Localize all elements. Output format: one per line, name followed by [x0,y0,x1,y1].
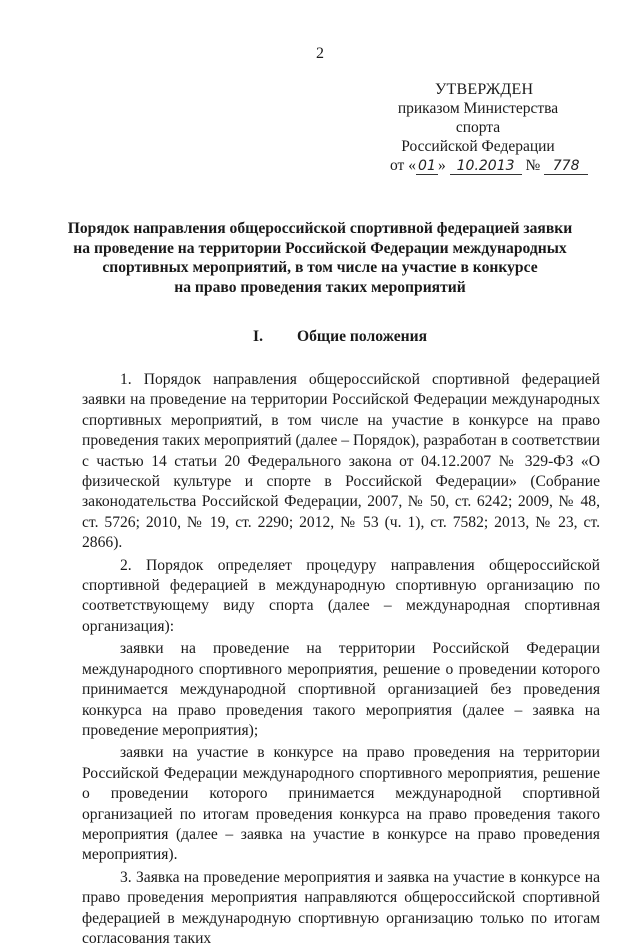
handwritten-order-number: 778 [544,158,588,175]
section-title: Общие положения [297,328,428,345]
document-body [82,370,600,949]
number-prefix: № [525,157,541,174]
handwritten-day: 01 [416,158,438,175]
title-line: на право проведения таких мероприятий [174,278,466,296]
paragraph: заявки на участие в конкурсе на право проведения на территории Российской Федерации международного спортивного мероприятия, решение о проведении которого принимается международной спортивной организацией по итогам проведения конкурса на право проведения такого мероприятия (далее – заявка на участие в конкурсе на право проведения мероприятия). [82,744,600,864]
section-number: I. [253,328,263,345]
paragraph: 2. Порядок определяет процедуру направления общероссийской спортивной федерацией в международную спортивную организацию по соответствующему виду спорта (далее – международная спортивная организация): [82,556,600,635]
title-line: спортивных мероприятий, в том числе на участие в конкурсе [102,259,538,276]
handwritten-date: 10.2013 [450,158,522,175]
title-line: на проведение на территории Российской Федерации международных [73,239,567,257]
paragraph: заявки на проведение на территории Российской Федерации международного спортивного мероприятия, решение о проведении которого принимается международной спортивной организацией без проведения конкурса на право проведения такого мероприятия (далее – заявка на проведение мероприятия); [82,640,600,739]
title-line: Порядок направления общероссийской спортивной федерацией заявки [67,220,573,237]
approval-order-line-2: Российской Федерации [401,138,555,155]
paragraph: 1. Порядок направления общероссийской спортивной федерацией заявки на проведение на территории Российской Федерации международных спортивных мероприятий, в том числе на участие в конкурсе на право проведения таких мероприятий (далее – Порядок), разработан в соответствии с частью 14 статьи 20 Федерального закона от 04.12.2007 № 329-ФЗ «О физической культуре и спорте в Российской Федерации» (Собрание законодательства Российской Федерации, 2007, № 50, ст. 6242; 2009, № 48, ст. 5726; 2010, № 19, ст. 2290; 2012, № 53 (ч. 1), ст. 7582; 2013, № 23, ст. 2866). [82,371,600,552]
approval-order-line-1: приказом Министерства спорта [397,100,559,136]
approved-label: УТВЕРЖДЕН [435,81,534,98]
approval-stamp [380,80,600,175]
paragraph: 3. Заявка на проведение мероприятия и заявка на участие в конкурсе на право проведения мероприятия направляются общероссийской спортивной федерацией в международную спортивную организацию только по итогам согласования таких [82,868,600,947]
day-suffix: » [437,157,446,174]
from-prefix: от « [390,157,416,174]
page-number: 2 [316,45,324,62]
document-title [50,219,590,297]
approval-date-number-line [380,156,600,175]
